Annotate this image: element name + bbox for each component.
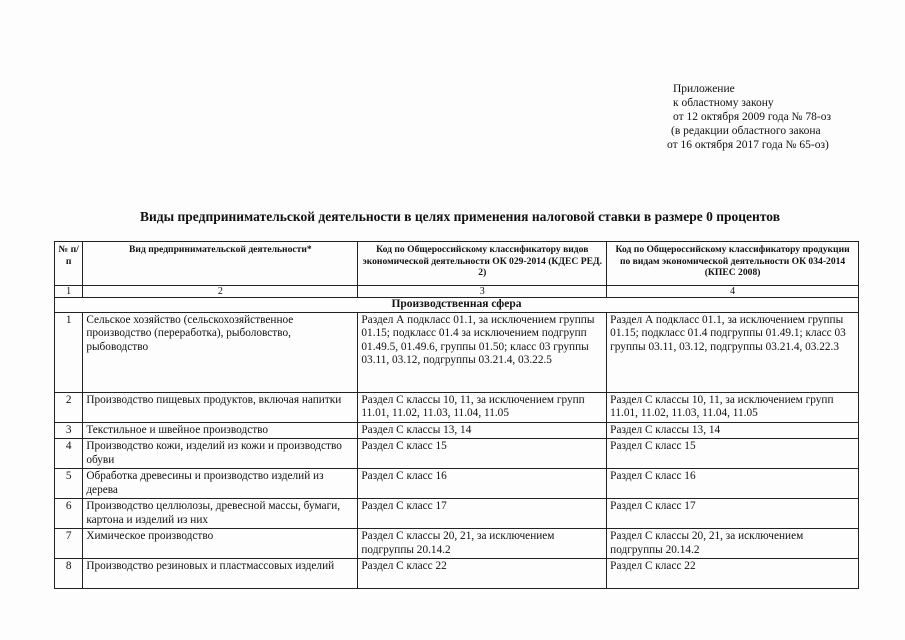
column-number-row (55, 286, 859, 298)
row-activity: Химическое производство (83, 529, 358, 559)
header-okved: Код по Общероссийскому классификатору видов экономической деятельности ОК 029-2014 (КДЕС РЕД. 2) (358, 242, 607, 286)
row-okved-code: Раздел С класс 17 (358, 499, 607, 529)
section-title: Производственная сфера (55, 298, 859, 313)
row-activity: Производство целлюлозы, древесной массы, бумаги, картона и изделий из них (83, 499, 358, 529)
appendix-line-2: к областному закону (673, 97, 774, 109)
row-number: 7 (55, 529, 83, 559)
column-number: 3 (358, 286, 607, 298)
column-number: 2 (83, 286, 358, 298)
activities-table (54, 241, 859, 589)
row-activity: Текстильное и швейное производство (83, 422, 358, 439)
row-okpd-code: Раздел С классы 20, 21, за исключением подгруппы 20.14.2 (607, 529, 859, 559)
row-okved-code: Раздел С классы 20, 21, за исключением подгруппы 20.14.2 (358, 529, 607, 559)
table-row (55, 499, 859, 529)
row-activity: Обработка древесины и производство изделий из дерева (83, 469, 358, 499)
appendix-line-4: (в редакции областного закона (671, 125, 821, 137)
row-activity: Сельское хозяйство (сельскохозяйственное производство (переработка), рыболовство, рыбоводство (83, 312, 358, 392)
row-number: 6 (55, 499, 83, 529)
column-number: 4 (607, 286, 859, 298)
row-okpd-code: Раздел С класс 15 (607, 439, 859, 469)
table-row (55, 439, 859, 469)
row-okved-code: Раздел А подкласс 01.1, за исключением группы 01.15; подкласс 01.4 за исключением подгрупп 01.49.5, 01.49.6, группы 01.50; класс 03 группы 03.11, 03.12, подгруппы 03.21.4, 03.22.5 (358, 312, 607, 392)
row-number: 5 (55, 469, 83, 499)
table-row (55, 469, 859, 499)
row-number: 3 (55, 422, 83, 439)
header-okpd: Код по Общероссийскому классификатору продукции по видам экономической деятельности ОК 034-2014 (КПЕС 2008) (607, 242, 859, 286)
section-row (55, 298, 859, 313)
row-number: 8 (55, 559, 83, 589)
document-title: Виды предпринимательской деятельности в целях применения налоговой ставки в размере 0 процентов (139, 209, 780, 224)
table-row (55, 559, 859, 589)
row-okpd-code: Раздел С класс 22 (607, 559, 859, 589)
appendix-note (667, 82, 897, 152)
row-okved-code: Раздел С класс 16 (358, 469, 607, 499)
row-okpd-code: Раздел С классы 13, 14 (607, 422, 859, 439)
row-okved-code: Раздел С классы 10, 11, за исключением групп 11.01, 11.02, 11.03, 11.04, 11.05 (358, 392, 607, 422)
row-number: 4 (55, 439, 83, 469)
column-number: 1 (55, 286, 83, 298)
appendix-line-5: от 16 октября 2017 года № 65-оз) (667, 139, 829, 151)
row-activity: Производство кожи, изделий из кожи и производство обуви (83, 439, 358, 469)
row-okpd-code: Раздел С класс 17 (607, 499, 859, 529)
table-row (55, 392, 859, 422)
row-number: 2 (55, 392, 83, 422)
row-okved-code: Раздел С класс 22 (358, 559, 607, 589)
row-number: 1 (55, 312, 83, 392)
header-no: № п/п (55, 242, 83, 286)
row-okved-code: Раздел С класс 15 (358, 439, 607, 469)
row-okpd-code: Раздел А подкласс 01.1, за исключением группы 01.15; подкласс 01.4 подгруппы 01.49.1; класс 03 группы 03.11, 03.12, подгруппы 03.21.4, 03.22.3 (607, 312, 859, 392)
row-okpd-code: Раздел С классы 10, 11, за исключением групп 11.01, 11.02, 11.03, 11.04, 11.05 (607, 392, 859, 422)
row-okpd-code: Раздел С класс 16 (607, 469, 859, 499)
appendix-line-3: от 12 октября 2009 года № 78-оз (673, 111, 832, 123)
table-row (55, 312, 859, 392)
row-activity: Производство резиновых и пластмассовых изделий (83, 559, 358, 589)
row-activity: Производство пищевых продуктов, включая напитки (83, 392, 358, 422)
table-header-row (55, 242, 859, 286)
appendix-line-1: Приложение (673, 83, 735, 95)
table-row (55, 422, 859, 439)
header-activity: Вид предпринимательской деятельности* (83, 242, 358, 286)
row-okved-code: Раздел С классы 13, 14 (358, 422, 607, 439)
table-row (55, 529, 859, 559)
